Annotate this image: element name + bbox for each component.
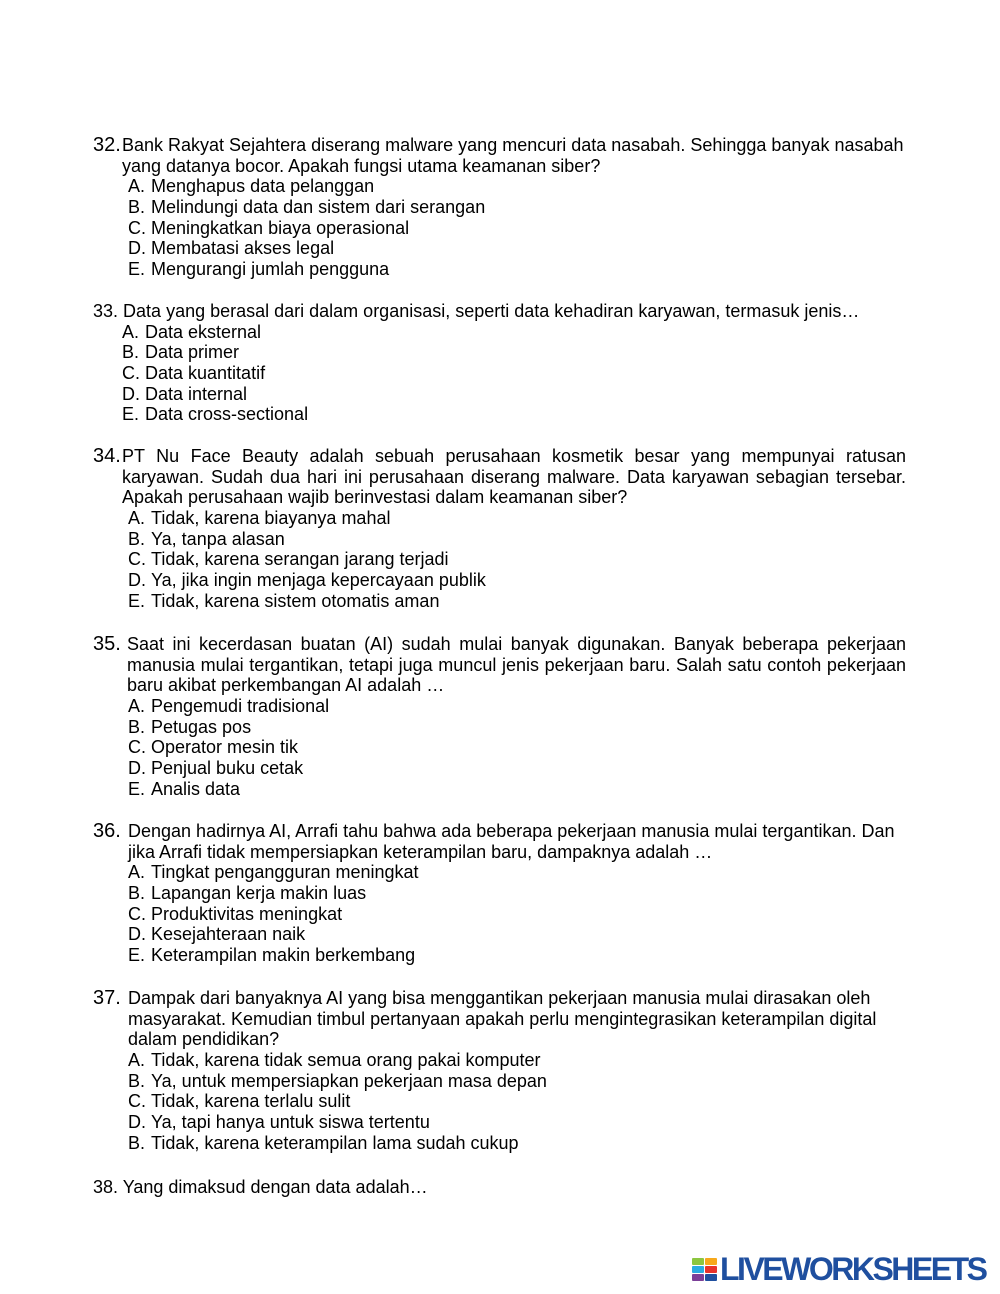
- option-e: [128, 591, 906, 612]
- option-letter: B.: [122, 342, 140, 363]
- option-text: Membatasi akses legal: [151, 238, 335, 259]
- option-letter: C.: [128, 1091, 146, 1112]
- option-text: Pengemudi tradisional: [151, 696, 330, 717]
- option-a: [128, 696, 906, 717]
- option-d: [122, 384, 906, 405]
- option-a: [128, 1050, 906, 1071]
- question-text-line: Saat ini kecerdasan buatan (AI) sudah mulai banyak digunakan. Banyak beberapa pekerjaan: [127, 634, 906, 654]
- option-letter: C.: [128, 737, 146, 758]
- option-letter: D.: [128, 238, 146, 259]
- option-letter: E.: [122, 404, 140, 425]
- option-text: Operator mesin tik: [151, 737, 299, 758]
- option-text: Ya, jika ingin menjaga kepercayaan publik: [151, 570, 486, 591]
- option-text: Produktivitas meningkat: [151, 903, 343, 924]
- option-letter: B.: [128, 883, 146, 904]
- option-text: Petugas pos: [151, 716, 252, 737]
- option-letter: E.: [128, 945, 146, 966]
- option-c: [122, 363, 906, 384]
- question-text: [128, 988, 906, 1050]
- option-text: Tidak, karena tidak semua orang pakai komputer: [151, 1050, 541, 1071]
- option-b: [122, 342, 906, 363]
- option-text: Menghapus data pelanggan: [151, 176, 375, 197]
- option-text: Tidak, karena terlalu sulit: [151, 1091, 351, 1112]
- question-text-span: Data yang berasal dari dalam organisasi, seperti data kehadiran karyawan, termasuk jenis…: [123, 301, 860, 321]
- option-d: [128, 238, 906, 259]
- option-list: [128, 862, 906, 965]
- question-number: 38.: [93, 1177, 119, 1197]
- question-text-span: Yang dimaksud dengan data adalah…: [122, 1177, 428, 1197]
- question-text-line: baru akibat perkembangan AI adalah …: [127, 675, 445, 696]
- option-letter: D.: [128, 1112, 146, 1133]
- option-e: [128, 779, 906, 800]
- option-b: [128, 529, 906, 550]
- option-text: Tidak, karena serangan jarang terjadi: [151, 549, 449, 570]
- option-letter: E.: [128, 590, 146, 611]
- option-letter: A.: [128, 862, 146, 883]
- option-text: Data cross-sectional: [145, 404, 309, 425]
- option-letter: B.: [128, 1132, 146, 1153]
- option-list: [128, 1050, 906, 1153]
- question-32: [93, 135, 906, 280]
- option-text: Data kuantitatif: [145, 363, 266, 384]
- option-a: [128, 508, 906, 529]
- option-list: [128, 696, 906, 799]
- question-text-line: [93, 1177, 906, 1198]
- question-36: [93, 821, 906, 966]
- option-text: Ya, tapi hanya untuk siswa tertentu: [151, 1112, 430, 1133]
- option-text: Data primer: [145, 342, 240, 363]
- option-e: [128, 259, 906, 280]
- question-number: 36.: [93, 820, 121, 842]
- option-letter: A.: [128, 1050, 146, 1071]
- question-text-line: Dengan hadirnya AI, Arrafi tahu bahwa ada beberapa pekerjaan manusia mulai tergantikan. Dan: [128, 821, 895, 841]
- option-a: [128, 176, 906, 197]
- question-text: [128, 821, 906, 862]
- option-text: Penjual buku cetak: [151, 758, 304, 779]
- option-c: [128, 737, 906, 758]
- option-e: [128, 1133, 906, 1154]
- option-list: [128, 176, 906, 279]
- option-b: [128, 883, 906, 904]
- question-38: [93, 1177, 906, 1198]
- option-c: [128, 549, 906, 570]
- option-b: [128, 1071, 906, 1092]
- option-text: Analis data: [151, 778, 241, 799]
- question-text-line: PT Nu Face Beauty adalah sebuah perusahaan kosmetik besar yang mempunyai ratusan: [122, 446, 906, 466]
- option-text: Keterampilan makin berkembang: [151, 945, 416, 966]
- option-letter: A.: [128, 176, 146, 197]
- question-37: [93, 988, 906, 1154]
- question-number: 33.: [93, 301, 119, 321]
- option-b: [128, 717, 906, 738]
- option-letter: D.: [128, 758, 146, 779]
- option-text: Ya, tanpa alasan: [151, 528, 285, 549]
- option-d: [128, 758, 906, 779]
- question-number: 37.: [93, 987, 121, 1009]
- option-a: [128, 862, 906, 883]
- option-text: Kesejahteraan naik: [151, 924, 306, 945]
- question-text-line: karyawan. Sudah dua hari ini perusahaan diserang malware. Data karyawan sebagian tersebar.: [122, 466, 906, 487]
- option-letter: C.: [122, 363, 140, 384]
- option-e: [128, 945, 906, 966]
- option-text: Tidak, karena biayanya mahal: [151, 508, 391, 529]
- option-a: [122, 322, 906, 343]
- option-c: [128, 904, 906, 925]
- option-d: [128, 924, 906, 945]
- option-list: [128, 508, 906, 611]
- option-letter: B.: [128, 1070, 146, 1091]
- option-text: Mengurangi jumlah pengguna: [151, 259, 390, 280]
- option-text: Tidak, karena keterampilan lama sudah cukup: [151, 1132, 519, 1153]
- option-letter: C.: [128, 903, 146, 924]
- question-text-line: dalam pendidikan?: [128, 1029, 280, 1050]
- option-text: Data internal: [145, 383, 248, 404]
- question-text-line: Bank Rakyat Sejahtera diserang malware yang mencuri data nasabah. Sehingga banyak nasabah: [122, 135, 904, 155]
- option-d: [128, 570, 906, 591]
- option-letter: A.: [128, 696, 146, 717]
- option-letter: C.: [128, 217, 146, 238]
- option-text: Melindungi data dan sistem dari serangan: [151, 197, 486, 218]
- option-list: [122, 322, 906, 425]
- question-text-line: jika Arrafi tidak mempersiapkan keterampilan baru, dampaknya adalah …: [128, 841, 713, 862]
- question-text-line: Dampak dari banyaknya AI yang bisa menggantikan pekerjaan manusia mulai dirasakan oleh: [128, 988, 871, 1008]
- option-text: Tidak, karena sistem otomatis aman: [151, 590, 440, 611]
- question-text: [93, 1177, 906, 1198]
- option-text: Lapangan kerja makin luas: [151, 883, 367, 904]
- option-letter: C.: [128, 549, 146, 570]
- option-letter: E.: [128, 259, 146, 280]
- option-b: [128, 197, 906, 218]
- option-letter: A.: [122, 321, 140, 342]
- question-33: [93, 301, 906, 425]
- option-c: [128, 1091, 906, 1112]
- logo-text: LIVEWORKSHEETS: [720, 1251, 986, 1287]
- question-text: [122, 135, 906, 176]
- question-text-line: masyarakat. Kemudian timbul pertanyaan apakah perlu mengintegrasikan keterampilan digital: [128, 1008, 877, 1029]
- option-text: Data eksternal: [145, 321, 262, 342]
- question-text-line: [93, 301, 906, 322]
- option-text: Tingkat pengangguran meningkat: [151, 862, 419, 883]
- option-letter: A.: [128, 508, 146, 529]
- option-letter: D.: [122, 383, 140, 404]
- option-text: Meningkatkan biaya operasional: [151, 217, 410, 238]
- option-letter: B.: [128, 528, 146, 549]
- question-text: [93, 301, 906, 322]
- question-text-line: yang datanya bocor. Apakah fungsi utama keamanan siber?: [122, 155, 601, 176]
- question-text: [127, 634, 906, 696]
- question-text-line: manusia mulai tergantikan, tetapi juga muncul jenis pekerjaan baru. Salah satu contoh pekerjaan: [127, 654, 906, 675]
- liveworksheets-logo-icon: [692, 1258, 717, 1281]
- option-c: [128, 218, 906, 239]
- option-letter: E.: [128, 778, 146, 799]
- option-text: Ya, untuk mempersiapkan pekerjaan masa depan: [151, 1070, 547, 1091]
- question-number: 35.: [93, 633, 121, 655]
- option-letter: D.: [128, 570, 146, 591]
- question-35: [93, 634, 906, 800]
- question-number: 34.: [93, 445, 121, 467]
- question-number: 32.: [93, 134, 121, 156]
- option-letter: B.: [128, 197, 146, 218]
- option-d: [128, 1112, 906, 1133]
- question-34: [93, 446, 906, 612]
- question-text: [122, 446, 906, 508]
- question-text-line: Apakah perusahaan wajib berinvestasi dalam keamanan siber?: [122, 487, 628, 508]
- liveworksheets-logo[interactable]: [692, 1253, 988, 1285]
- option-e: [122, 404, 906, 425]
- option-letter: B.: [128, 716, 146, 737]
- option-letter: D.: [128, 924, 146, 945]
